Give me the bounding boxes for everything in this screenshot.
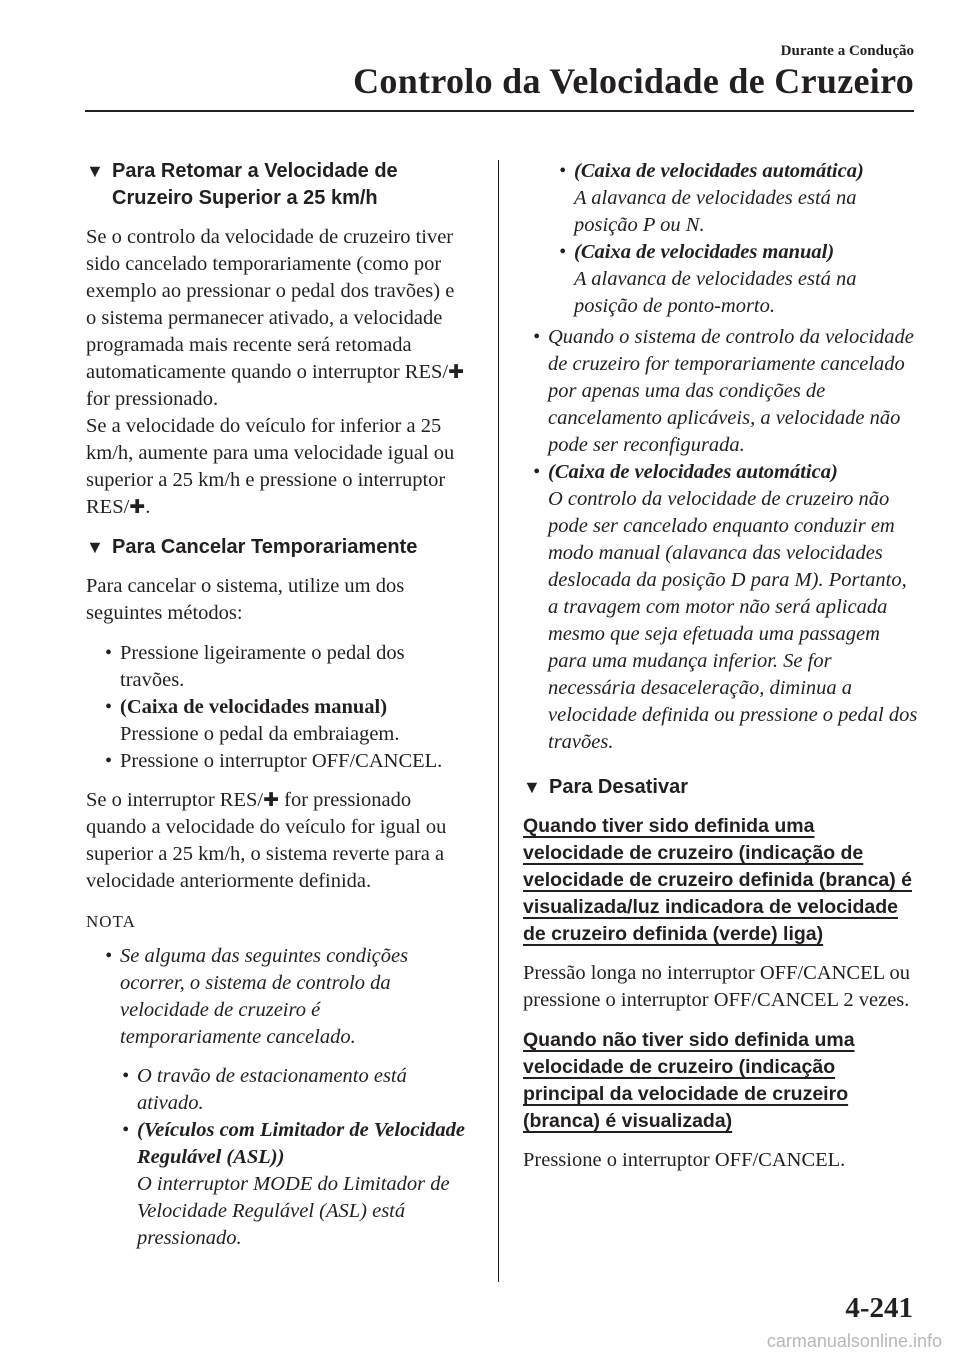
plus-icon: ✚ [448, 361, 464, 383]
list-item: • O travão de estacionamento está ativado. [122, 1065, 407, 1114]
note-list-continued [531, 324, 918, 756]
header-rule [85, 110, 914, 112]
heading-text: Para Cancelar Temporariamente [112, 536, 418, 558]
heading-text: Para Desativar [549, 776, 688, 798]
bullet-icon: • [533, 461, 541, 483]
list-item: • (Caixa de velocidades automática) O controlo da velocidade de cruzeiro não pode ser cancelado enquanto conduzir em modo manual (alavanca das velocidades deslocada da posição D para M). Portanto, a travagem com motor não será aplicada mesmo que seja efetuada uma passagem para uma mudança inferior. Se for necessária desaceleração, diminua a velocidade definida ou pressione o pedal dos travões. [533, 461, 918, 753]
subsection-title-speed-not-set: Quando não tiver sido definida uma velocidade de cruzeiro (indicação principal da velocidade de cruzeiro (branca) é visualizada) [523, 1029, 855, 1132]
page-title: Controlo da Velocidade de Cruzeiro [353, 61, 914, 101]
list-item: • (Caixa de velocidades automática) A alavanca de velocidades está na posição P ou N. [559, 160, 864, 236]
heading-text: Para Retomar a Velocidade de Cruzeiro Superior a 25 km/h [112, 160, 398, 209]
bullet-icon: • [559, 241, 567, 263]
note-list [103, 943, 466, 1252]
page-number: 4-241 [845, 1292, 913, 1324]
list-item: • Pressione o interruptor OFF/CANCEL. [103, 748, 466, 775]
triangle-icon: ▼ [86, 537, 104, 557]
list-item: • Se alguma das seguintes condições ocorrer, o sistema de controlo da velocidade de cruzeiro é temporariamente cancelado. [105, 945, 409, 1048]
bullet-icon: • [122, 1119, 130, 1141]
bullet-icon: • [105, 696, 113, 718]
section-heading-resume [86, 158, 466, 212]
bullet-icon: • [105, 750, 113, 772]
triangle-icon: ▼ [86, 161, 104, 181]
cancel-methods-list [103, 640, 466, 775]
triangle-icon: ▼ [523, 777, 541, 797]
plus-icon: ✚ [263, 789, 280, 811]
paragraph-resume: Se o controlo da velocidade de cruzeiro tiver sido cancelado temporariamente (como por exemplo ao pressionar o pedal dos travões) e o sistema permanecer ativado, a velocidade programada mais recente será retomada automaticamente quando o interruptor RES/✚ for pressionado. Se a velocidade do veículo for inferior a 25 km/h, aumente para uma velocidade igual ou superior a 25 km/h e pressione o interruptor RES/✚. [86, 226, 464, 518]
paragraph-speed-not-set: Pressione o interruptor OFF/CANCEL. [523, 1149, 846, 1171]
list-item: • (Caixa de velocidades manual) A alavanca de velocidades está na posição de ponto-morto. [559, 241, 857, 317]
note-sublist [120, 1063, 466, 1252]
list-item: • Pressione ligeiramente o pedal dos travões. [105, 642, 405, 691]
bullet-icon: • [559, 160, 567, 182]
subsection-title-speed-set: Quando tiver sido definida uma velocidade de cruzeiro (indicação de velocidade de cruzeiro definida (branca) é visualizada/luz indicadora de velocidade de cruzeiro definida (verde) liga) [523, 815, 913, 945]
paragraph-cancel-intro: Para cancelar o sistema, utilize um dos seguintes métodos: [86, 575, 405, 624]
list-item: • (Veículos com Limitador de Velocidade Regulável (ASL)) O interruptor MODE do Limitador de Velocidade Regulável (ASL) está pressionado. [122, 1119, 465, 1249]
watermark: carmanualsonline.info [766, 1331, 942, 1351]
paragraph-speed-set: Pressão longa no interruptor OFF/CANCEL ou pressione o interruptor OFF/CANCEL 2 vezes. [523, 962, 911, 1011]
list-item: • (Caixa de velocidades manual) Pressione o pedal da embraiagem. [105, 696, 400, 745]
paragraph-res-switch: Se o interruptor RES/✚ for pressionado quando a velocidade do veículo for igual ou superior a 25 km/h, o sistema reverte para a velocidade anteriormente definida. [86, 789, 447, 892]
note-sublist-continued [557, 158, 918, 320]
note-label: NOTA [86, 912, 136, 931]
list-item: • Quando o sistema de controlo da velocidade de cruzeiro for temporariamente cancelado por apenas uma das condições de cancelamento aplicáveis, a velocidade não pode ser reconfigurada. [533, 326, 914, 456]
right-column [523, 158, 918, 1187]
bullet-icon: • [105, 642, 113, 664]
plus-icon: ✚ [129, 496, 146, 518]
section-heading-cancel [86, 534, 466, 561]
chapter-label: Durante a Condução [780, 43, 914, 59]
bullet-icon: • [122, 1065, 130, 1087]
left-column [86, 158, 466, 1264]
column-divider [498, 160, 499, 1282]
section-heading-deactivate [523, 774, 918, 801]
bullet-icon: • [105, 945, 113, 967]
bullet-icon: • [533, 326, 541, 348]
